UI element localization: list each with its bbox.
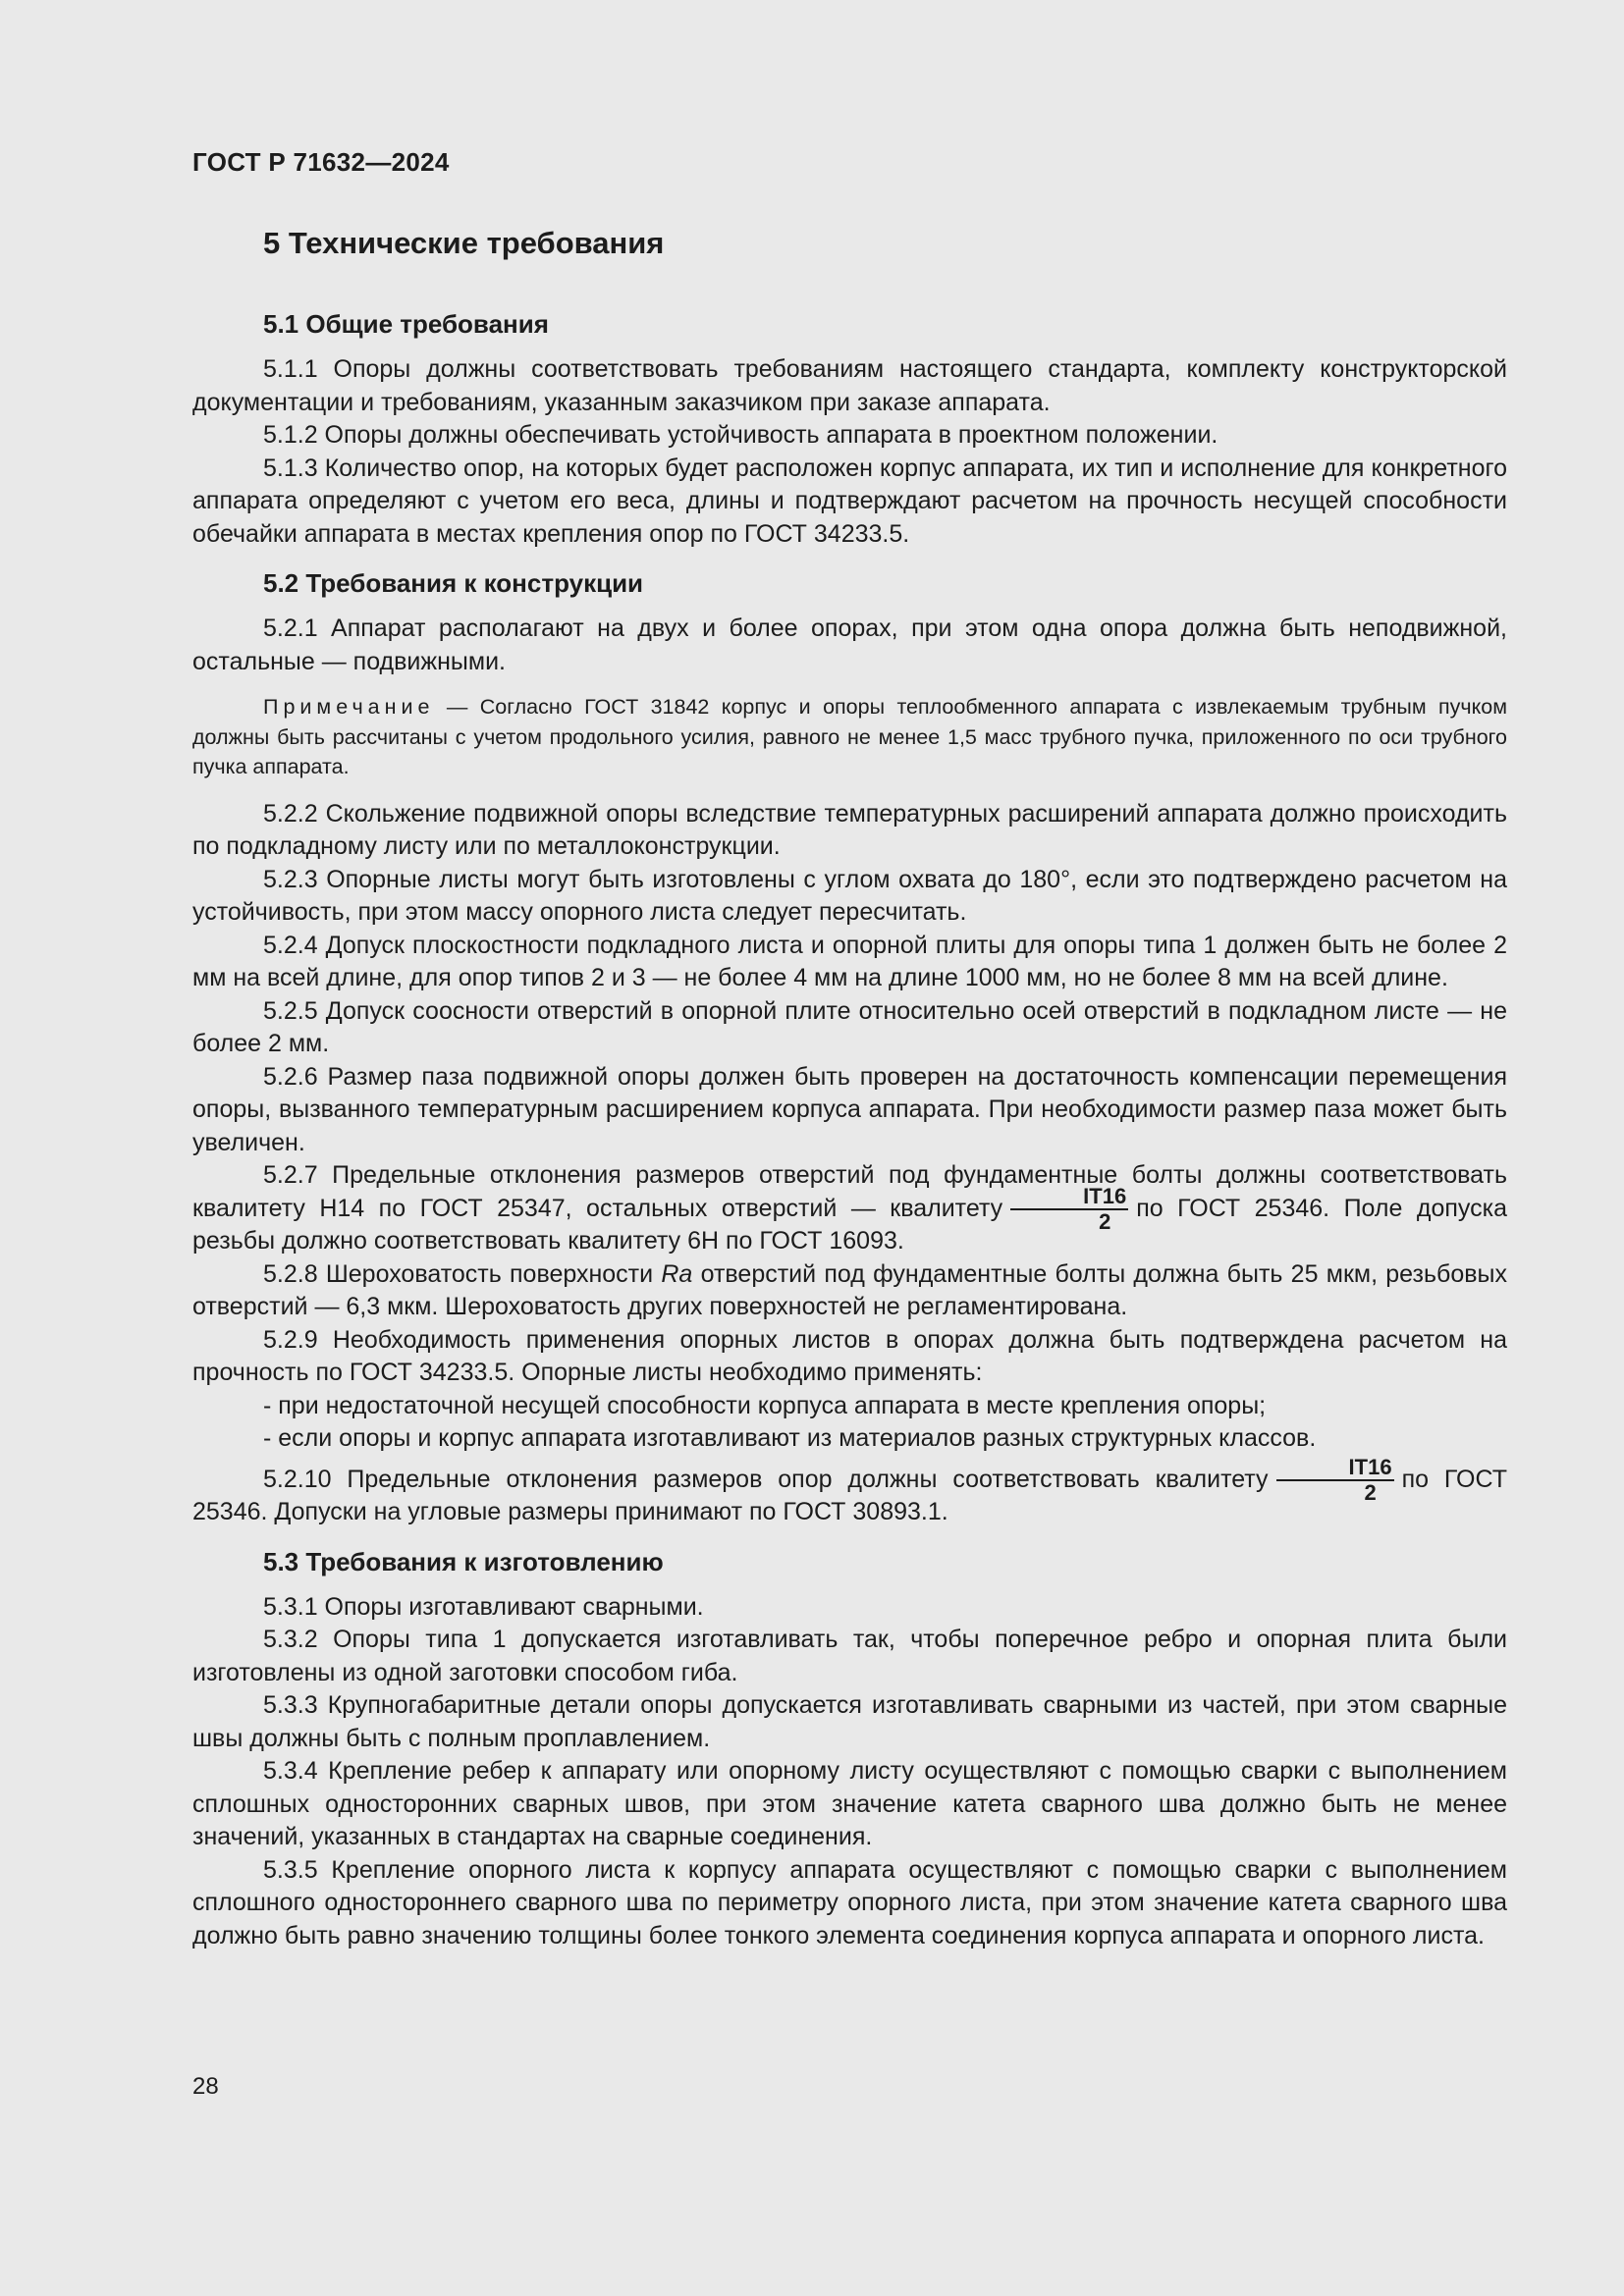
clause-5-2-9: 5.2.9 Необходимость применения опорных листов в опорах должна быть подтверждена расчетом на прочность по ГОСТ 34233.5. Опорные листы необходимо применять: — [192, 1325, 1507, 1386]
clause-5-2-7-text-b: по ГОСТ 25346. Поле допуска резьбы должно соответствовать квалитету 6Н по ГОСТ 16093. — [192, 1194, 1507, 1255]
list-item: - при недостаточной несущей способности корпуса аппарата в месте крепления опоры; — [263, 1391, 1267, 1419]
note-text: — Согласно ГОСТ 31842 корпус и опоры теплообменного аппарата с извлекаемым трубным пучком должны быть рассчитаны с учетом продольного усилия, равного не менее 1,5 масс трубного пучка, приложенного по оси трубного пучка аппарата. — [192, 695, 1507, 778]
clause-5-2-8-text-b: отверстий под фундаментные болты должна быть 25 мкм, резьбовых отверстий — 6,3 мкм. Шероховатость других поверхностей не регламентирована. — [192, 1259, 1508, 1320]
clause-5-3-1: 5.3.1 Опоры изготавливают сварными. — [263, 1592, 704, 1621]
clause-5-1-2: 5.1.2 Опоры должны обеспечивать устойчивость аппарата в проектном положении. — [263, 421, 1218, 449]
tolerance-fraction — [1276, 1454, 1394, 1505]
clause-5-3-4: 5.3.4 Крепление ребер к аппарату или опорному листу осуществляют с помощью сварки с выполнением сплошных односторонних сварных швов, при этом значение катета сварного шва должно быть не менее значений, указанных в стандартах на сварные соединения. — [192, 1757, 1507, 1850]
clause-5-2-7 — [192, 1159, 1507, 1258]
clause-5-2-2: 5.2.2 Скольжение подвижной опоры вследствие температурных расширений аппарата должно происходить по подкладному листу или по металлоконструкции. — [192, 799, 1507, 860]
subsection-title-5-3: 5.3 Требования к изготовлению — [263, 1546, 664, 1576]
clause-5-3-5: 5.3.5 Крепление опорного листа к корпусу аппарата осуществляют с помощью сварки с выполнением сплошного одностороннего сварного шва по периметру опорного листа, при этом значение катета сварного шва должно быть равно значению толщины более тонкого элемента соединения корпуса аппарата и опорного листа. — [192, 1855, 1507, 1949]
subsection-title-5-1: 5.1 Общие требования — [263, 309, 549, 339]
page-content — [192, 218, 1507, 1952]
clause-5-2-8-text-a: 5.2.8 Шероховатость поверхности — [263, 1259, 662, 1288]
fraction-denominator: 2 — [1364, 1479, 1377, 1505]
page-number: 28 — [192, 2073, 219, 2100]
clause-5-2-5: 5.2.5 Допуск соосности отверстий в опорной плите относительно осей отверстий в подкладном листе — не более 2 мм. — [192, 996, 1507, 1057]
clause-5-1-3: 5.1.3 Количество опор, на которых будет расположен корпус аппарата, их тип и исполнение для конкретного аппарата определяют с учетом его веса, длины и подтверждают расчетом на прочность несущей способности обечайки аппарата в местах крепления опор по ГОСТ 34233.5. — [192, 454, 1507, 548]
list-item: - если опоры и корпус аппарата изготавливают из материалов разных структурных классов. — [263, 1424, 1317, 1452]
note — [192, 692, 1507, 782]
clause-5-2-1: 5.2.1 Аппарат располагают на двух и более опорах, при этом одна опора должна быть неподвижной, остальные — подвижными. — [192, 614, 1507, 675]
clause-5-2-4: 5.2.4 Допуск плоскостности подкладного листа и опорной плиты для опоры типа 1 должен быть не более 2 мм на всей длине, для опор типов 2 и 3 — не более 4 мм на длине 1000 мм, но не более 8 мм на всей длине. — [192, 931, 1507, 991]
fraction-numerator: IT16 — [1010, 1186, 1128, 1210]
clause-5-1-1: 5.1.1 Опоры должны соответствовать требованиям настоящего стандарта, комплекту конструкторской документации и требованиям, указанным заказчиком при заказе аппарата. — [192, 355, 1507, 416]
note-label: Примечание — [263, 695, 435, 719]
fraction-numerator: IT16 — [1276, 1457, 1394, 1481]
clause-5-3-3: 5.3.3 Крупногабаритные детали опоры допускается изготавливать сварными из частей, при этом сварные швы должны быть с полным проплавлением. — [192, 1691, 1507, 1752]
dash-list — [192, 1390, 1507, 1456]
clause-5-2-10 — [192, 1454, 1507, 1529]
section-title: 5 Технические требования — [263, 226, 665, 260]
subsection-title-5-2: 5.2 Требования к конструкции — [263, 568, 644, 598]
clause-5-2-3: 5.2.3 Опорные листы могут быть изготовлены с углом охвата до 180°, если это подтверждено расчетом на устойчивость, при этом массу опорного листа следует пересчитать. — [192, 865, 1507, 926]
fraction-denominator: 2 — [1099, 1208, 1111, 1234]
clause-5-2-8 — [192, 1258, 1507, 1324]
ra-symbol: Ra — [661, 1259, 693, 1288]
clause-5-2-10-text-a: 5.2.10 Предельные отклонения размеров опор должны соответствовать квалитету — [263, 1465, 1269, 1493]
clause-5-2-10-text-b: по ГОСТ 25346. Допуски на угловые размеры принимают по ГОСТ 30893.1. — [192, 1465, 1507, 1525]
clause-5-3-2: 5.3.2 Опоры типа 1 допускается изготавливать так, чтобы поперечное ребро и опорная плита были изготовлены из одной заготовки способом гиба. — [192, 1626, 1507, 1686]
clause-5-2-6: 5.2.6 Размер паза подвижной опоры должен быть проверен на достаточность компенсации перемещения опоры, вызванного температурным расширением корпуса аппарата. При необходимости размер паза может быть увеличен. — [192, 1062, 1507, 1156]
document-header: ГОСТ Р 71632—2024 — [192, 147, 450, 177]
clause-5-2-7-text-a: 5.2.7 Предельные отклонения размеров отверстий под фундаментные болты должны соответствовать квалитету Н14 по ГОСТ 25347, остальных отверстий — квалитету — [192, 1161, 1507, 1222]
tolerance-fraction — [1010, 1183, 1128, 1234]
